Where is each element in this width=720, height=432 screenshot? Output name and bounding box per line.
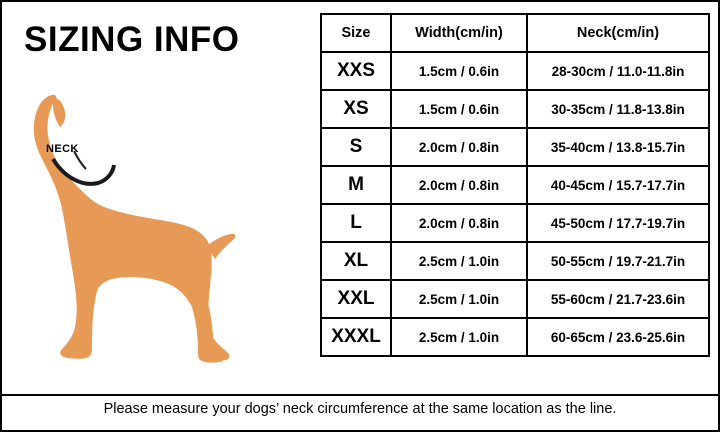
- cell-size: XXL: [321, 280, 391, 318]
- cell-width: 2.5cm / 1.0in: [391, 242, 527, 280]
- cell-size: XS: [321, 90, 391, 128]
- cell-width: 2.0cm / 0.8in: [391, 166, 527, 204]
- page-title: SIZING INFO: [24, 20, 240, 59]
- cell-width: 2.5cm / 1.0in: [391, 280, 527, 318]
- cell-neck: 60-65cm / 23.6-25.6in: [527, 318, 709, 356]
- dog-ear: [53, 97, 65, 127]
- table-row: [321, 128, 709, 166]
- cell-size: S: [321, 128, 391, 166]
- table-row: [321, 52, 709, 90]
- neck-label: NECK: [46, 143, 79, 155]
- cell-size: XXXL: [321, 318, 391, 356]
- table-row: [321, 166, 709, 204]
- sizing-table: [320, 13, 710, 357]
- table-row: [321, 242, 709, 280]
- table-row: [321, 318, 709, 356]
- cell-size: XL: [321, 242, 391, 280]
- cell-neck: 40-45cm / 15.7-17.7in: [527, 166, 709, 204]
- column-header-width: Width(cm/in): [391, 14, 527, 52]
- table-row: [321, 90, 709, 128]
- cell-neck: 45-50cm / 17.7-19.7in: [527, 204, 709, 242]
- table-row: [321, 204, 709, 242]
- dog-tail: [208, 234, 235, 259]
- cell-width: 2.0cm / 0.8in: [391, 204, 527, 242]
- footer-note: Please measure your dogs’ neck circumference at the same location as the line.: [103, 401, 617, 417]
- table-row: [321, 280, 709, 318]
- cell-width: 2.5cm / 1.0in: [391, 318, 527, 356]
- cell-width: 1.5cm / 0.6in: [391, 52, 527, 90]
- cell-width: 2.0cm / 0.8in: [391, 128, 527, 166]
- table-header-row: [321, 14, 709, 52]
- cell-neck: 28-30cm / 11.0-11.8in: [527, 52, 709, 90]
- illustration-panel: [2, 2, 312, 390]
- cell-neck: 50-55cm / 19.7-21.7in: [527, 242, 709, 280]
- column-header-size: Size: [321, 14, 391, 52]
- footer-divider: [2, 394, 718, 396]
- cell-neck: 55-60cm / 21.7-23.6in: [527, 280, 709, 318]
- cell-size: M: [321, 166, 391, 204]
- cell-neck: 30-35cm / 11.8-13.8in: [527, 90, 709, 128]
- cell-size: XXS: [321, 52, 391, 90]
- cell-size: L: [321, 204, 391, 242]
- cell-width: 1.5cm / 0.6in: [391, 90, 527, 128]
- dog-illustration: [12, 77, 312, 377]
- column-header-neck: Neck(cm/in): [527, 14, 709, 52]
- cell-neck: 35-40cm / 13.8-15.7in: [527, 128, 709, 166]
